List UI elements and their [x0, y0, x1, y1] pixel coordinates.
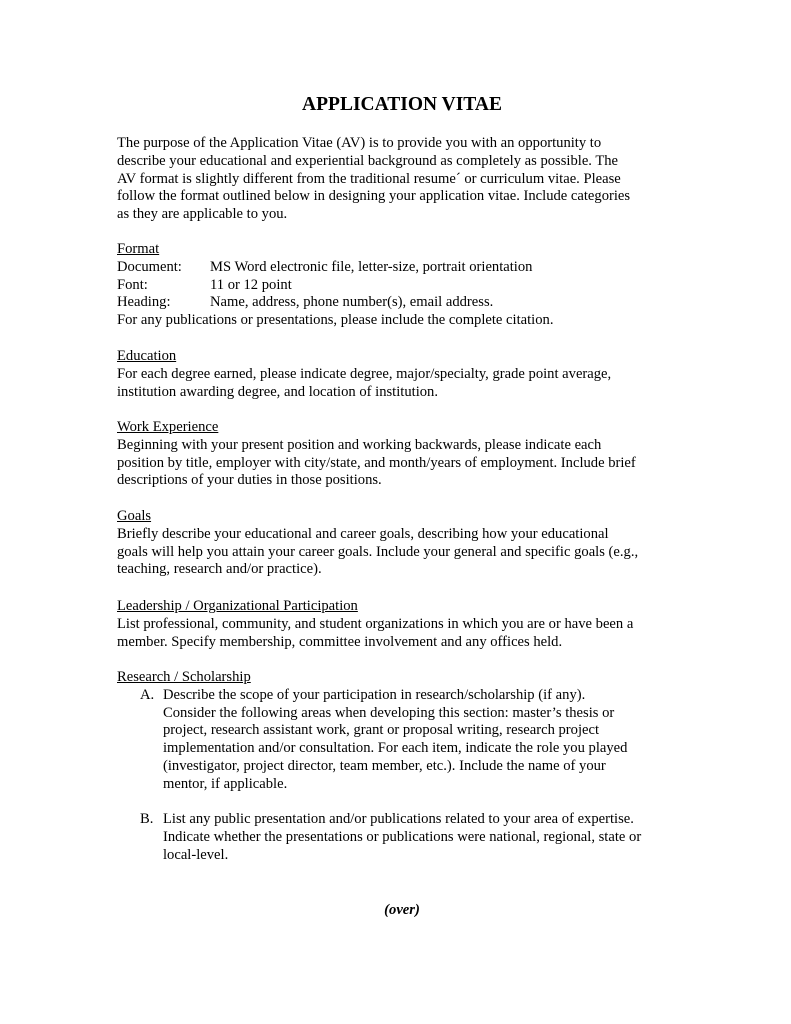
work-experience-line: descriptions of your duties in those positions. [117, 472, 382, 489]
goals-line: teaching, research and/or practice). [117, 561, 322, 578]
education-line: For each degree earned, please indicate degree, major/specialty, grade point average, [117, 365, 612, 382]
research-item-a [117, 687, 687, 794]
format-document-value: MS Word electronic file, letter-size, portrait orientation [210, 258, 533, 275]
research-item-a-line: mentor, if applicable. [163, 775, 288, 792]
goals-line: Briefly describe your educational and career goals, describing how your educational [117, 525, 609, 542]
education-line: institution awarding degree, and location of institution. [117, 383, 438, 400]
education-section [117, 348, 687, 401]
work-experience-heading: Work Experience [117, 419, 219, 435]
format-section [117, 241, 687, 330]
page-title: APPLICATION VITAE [302, 94, 502, 115]
research-item-b [117, 811, 687, 864]
intro-line: describe your educational and experiential background as completely as possible. The [117, 152, 619, 169]
work-experience-line: position by title, employer with city/state, and month/years of employment. Include brief [117, 454, 636, 471]
research-item-b-line: List any public presentation and/or publications related to your area of expertise. [163, 811, 634, 828]
format-font-value: 11 or 12 point [210, 276, 292, 293]
list-marker: B. [140, 811, 154, 828]
page-footer-over: (over) [384, 902, 420, 918]
research-item-a-line: (investigator, project director, team member, etc.). Include the name of your [163, 757, 606, 774]
intro-line: The purpose of the Application Vitae (AV) is to provide you with an opportunity to [117, 135, 602, 151]
goals-heading: Goals [117, 508, 152, 524]
education-heading: Education [117, 348, 177, 364]
intro-line: follow the format outlined below in designing your application vitae. Include categories [117, 188, 631, 205]
research-section [117, 669, 687, 865]
intro-line: as they are applicable to you. [117, 206, 288, 223]
goals-section [117, 508, 687, 579]
leadership-line: member. Specify membership, committee involvement and any offices held. [117, 633, 563, 650]
format-font-label: Font: [117, 276, 148, 293]
goals-line: goals will help you attain your career goals. Include your general and specific goals (e.g., [117, 543, 639, 560]
list-marker: A. [140, 686, 155, 703]
leadership-line: List professional, community, and student organizations in which you are or have been a [117, 615, 634, 632]
work-experience-line: Beginning with your present position and working backwards, please indicate each [117, 436, 602, 453]
intro-paragraph [117, 135, 677, 224]
research-heading: Research / Scholarship [117, 669, 251, 685]
research-item-a-line: Describe the scope of your participation in research/scholarship (if any). [163, 686, 586, 703]
research-item-a-line: implementation and/or consultation. For each item, indicate the role you played [163, 740, 628, 757]
format-heading-row [117, 294, 687, 312]
research-item-b-line: local-level. [163, 846, 229, 863]
format-font-row [117, 277, 687, 295]
research-item-b-line: Indicate whether the presentations or publications were national, regional, state or [163, 829, 642, 846]
format-heading: Format [117, 241, 160, 257]
leadership-section [117, 598, 687, 651]
format-document-row [117, 259, 687, 277]
format-heading-value: Name, address, phone number(s), email address. [210, 294, 494, 311]
intro-line: AV format is slightly different from the traditional resume´ or curriculum vitae. Please [117, 170, 621, 187]
format-note: For any publications or presentations, please include the complete citation. [117, 312, 554, 329]
research-item-a-line: Consider the following areas when developing this section: master’s thesis or [163, 704, 615, 721]
leadership-heading: Leadership / Organizational Participation [117, 598, 358, 614]
format-heading-label: Heading: [117, 294, 171, 311]
research-item-a-line: project, research assistant work, grant or proposal writing, research project [163, 722, 600, 739]
format-document-label: Document: [117, 258, 182, 275]
work-experience-section [117, 419, 687, 490]
